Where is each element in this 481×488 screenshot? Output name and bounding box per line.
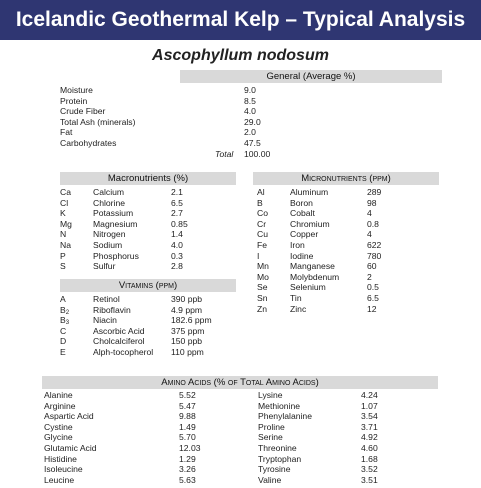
amino-acids-left-table	[44, 390, 244, 485]
vitamin-symbol	[60, 336, 66, 347]
amino-acid-value: 5.47	[179, 400, 196, 411]
amino-acid-value: 1.68	[361, 453, 378, 464]
row-label: Crude Fiber	[60, 106, 106, 117]
element-value: 2.8	[171, 261, 183, 272]
table-row	[60, 187, 240, 198]
row-label: Protein	[60, 95, 88, 106]
table-row	[44, 454, 244, 465]
row-label: Fat	[60, 127, 73, 138]
element-name: Chromium	[290, 218, 330, 229]
micronutrients-table	[257, 187, 447, 314]
vitamin-value: 150 ppb	[171, 336, 203, 347]
amino-acid-name: Proline	[258, 421, 285, 432]
amino-acid-name: Aspartic Acid	[44, 411, 94, 422]
table-row	[60, 326, 240, 337]
amino-acids-right-table	[258, 390, 458, 485]
element-name: Chlorine	[93, 197, 126, 208]
element-value: 2.7	[171, 208, 183, 219]
amino-acid-name: Arginine	[44, 400, 76, 411]
table-row	[44, 422, 244, 433]
element-name: Manganese	[290, 261, 335, 272]
amino-acid-value: 5.52	[179, 390, 196, 400]
table-row	[257, 282, 447, 293]
table-row	[60, 305, 240, 316]
element-value: 2.1	[171, 187, 183, 197]
element-symbol: Mg	[60, 218, 72, 229]
vitamin-value: 110 ppm	[171, 346, 204, 357]
general-table	[60, 85, 320, 159]
table-row	[257, 198, 447, 209]
element-value: 98	[367, 197, 377, 208]
table-row	[60, 347, 240, 358]
row-value: 8.5	[244, 95, 256, 106]
vitamin-letter: E	[60, 346, 66, 357]
table-row	[257, 261, 447, 272]
table-row	[60, 294, 240, 305]
element-value: 4	[367, 229, 372, 240]
table-row	[60, 219, 240, 230]
vitamin-subscript: 3	[65, 320, 70, 327]
total-value: 100.00	[244, 148, 271, 159]
table-row	[60, 315, 240, 326]
amino-acid-value: 3.54	[361, 411, 378, 422]
vitamin-letter: C	[60, 325, 67, 336]
element-value: 12	[367, 303, 377, 314]
element-value: 4	[367, 208, 372, 219]
vitamin-value: 375 ppm	[171, 325, 205, 336]
table-row	[44, 432, 244, 443]
element-value: 6.5	[171, 197, 183, 208]
table-row	[60, 96, 320, 107]
element-name: Iodine	[290, 250, 314, 261]
element-name: Aluminum	[290, 187, 329, 197]
element-name: Cobalt	[290, 208, 315, 219]
macronutrients-header: Macronutrients (%)	[60, 172, 236, 185]
species-name: Ascophyllum nodosum	[152, 47, 329, 64]
element-name: Sodium	[93, 239, 123, 250]
table-row	[60, 127, 320, 138]
table-row	[258, 464, 458, 475]
title-banner: Icelandic Geothermal Kelp – Typical Analysis	[0, 0, 481, 40]
element-name: Sulfur	[93, 261, 116, 272]
vitamin-symbol	[60, 294, 66, 305]
amino-acid-value: 3.51	[361, 474, 378, 485]
element-symbol: Mo	[257, 271, 269, 282]
element-symbol: Sn	[257, 292, 268, 303]
amino-acid-name: Serine	[258, 432, 283, 443]
element-name: Iron	[290, 239, 305, 250]
table-row	[60, 251, 240, 262]
element-value: 1.4	[171, 229, 183, 240]
vitamin-name: Niacin	[93, 315, 117, 326]
table-row	[60, 261, 240, 272]
macronutrients-table	[60, 187, 240, 272]
vitamin-name: Retinol	[93, 294, 120, 304]
vitamin-symbol	[60, 347, 66, 358]
amino-acid-name: Methionine	[258, 400, 301, 411]
table-row	[257, 240, 447, 251]
table-row	[44, 401, 244, 412]
element-symbol: Al	[257, 187, 265, 197]
element-symbol: Cu	[257, 229, 268, 240]
row-value: 9.0	[244, 85, 256, 95]
element-symbol: N	[60, 229, 67, 240]
amino-acid-value: 5.70	[179, 432, 196, 443]
vitamin-name: Cholcalciferol	[93, 336, 145, 347]
vitamin-letter: D	[60, 336, 67, 347]
element-symbol: K	[60, 208, 66, 219]
amino-acid-value: 4.92	[361, 432, 378, 443]
table-row	[60, 229, 240, 240]
element-symbol: P	[60, 250, 66, 261]
amino-acid-name: Threonine	[258, 442, 297, 453]
amino-acid-value: 3.26	[179, 464, 196, 475]
table-row	[60, 85, 320, 96]
vitamin-value: 390 ppb	[171, 294, 203, 304]
table-row	[44, 443, 244, 454]
amino-acid-value: 1.07	[361, 400, 378, 411]
vitamin-letter: B	[60, 304, 66, 315]
table-row	[60, 117, 320, 128]
amino-acid-name: Phenylalanine	[258, 411, 312, 422]
table-row	[258, 422, 458, 433]
vitamin-symbol	[60, 305, 69, 316]
element-symbol: Mn	[257, 261, 269, 272]
table-row	[257, 187, 447, 198]
element-name: Nitrogen	[93, 229, 126, 240]
table-row	[257, 219, 447, 230]
element-name: Phosphorus	[93, 250, 139, 261]
amino-acid-name: Histidine	[44, 453, 77, 464]
vitamin-name: Alph-tocopherol	[93, 346, 154, 357]
table-row	[44, 464, 244, 475]
element-symbol: Ca	[60, 187, 71, 197]
table-row	[258, 432, 458, 443]
vitamin-value: 4.9 ppm	[171, 304, 203, 315]
element-symbol: B	[257, 197, 263, 208]
vitamins-table	[60, 294, 240, 358]
element-name: Molybdenum	[290, 271, 340, 282]
amino-acid-name: Tryptophan	[258, 453, 302, 464]
amino-acid-name: Alanine	[44, 390, 73, 400]
amino-acid-name: Valine	[258, 474, 282, 485]
element-value: 622	[367, 239, 382, 250]
row-value: 29.0	[244, 116, 261, 127]
amino-acid-name: Glutamic Acid	[44, 442, 97, 453]
table-row	[258, 411, 458, 422]
row-label: Moisture	[60, 85, 93, 95]
element-value: 0.8	[367, 218, 379, 229]
amino-acid-name: Glycine	[44, 432, 73, 443]
row-value: 2.0	[244, 127, 256, 138]
table-row	[257, 251, 447, 262]
table-row	[44, 390, 244, 401]
element-value: 780	[367, 250, 382, 261]
table-row	[258, 390, 458, 401]
element-value: 4.0	[171, 239, 183, 250]
element-name: Selenium	[290, 282, 326, 293]
amino-acid-name: Tyrosine	[258, 464, 291, 475]
amino-acid-value: 9.88	[179, 411, 196, 422]
element-value: 2	[367, 271, 372, 282]
amino-acid-name: Isoleucine	[44, 464, 83, 475]
vitamin-value: 182.6 ppm	[171, 315, 212, 326]
amino-acid-value: 1.29	[179, 453, 196, 464]
element-value: 0.5	[367, 282, 379, 293]
element-symbol: I	[257, 250, 260, 261]
element-value: 0.85	[171, 218, 188, 229]
element-symbol: Zn	[257, 303, 268, 314]
vitamin-letter: B	[60, 315, 66, 326]
element-symbol: Co	[257, 208, 268, 219]
row-label: Carbohydrates	[60, 137, 117, 148]
table-row	[258, 475, 458, 486]
total-label: Total	[215, 148, 234, 159]
amino-acid-value: 1.49	[179, 421, 196, 432]
amino-acid-value: 3.52	[361, 464, 378, 475]
element-symbol: Cr	[257, 218, 267, 229]
row-value: 47.5	[244, 137, 261, 148]
general-header: General (Average %)	[180, 70, 442, 83]
amino-acids-header: Amino Acids (% of Total Amino Acids)	[42, 376, 438, 389]
amino-acid-name: Leucine	[44, 474, 75, 485]
table-row	[258, 443, 458, 454]
table-row	[257, 304, 447, 315]
table-row	[257, 208, 447, 219]
row-label: Total Ash (minerals)	[60, 116, 136, 127]
amino-acid-name: Lysine	[258, 390, 283, 400]
total-row	[60, 149, 320, 160]
element-symbol: Cl	[60, 197, 69, 208]
table-row	[60, 208, 240, 219]
amino-acid-value: 5.63	[179, 474, 196, 485]
element-symbol: S	[60, 261, 66, 272]
table-row	[44, 411, 244, 422]
vitamin-symbol	[60, 326, 66, 337]
micronutrients-header: Micronutrients (ppm)	[253, 172, 439, 185]
amino-acid-name: Cystine	[44, 421, 73, 432]
vitamin-symbol	[60, 315, 69, 326]
element-name: Boron	[290, 197, 313, 208]
table-row	[60, 336, 240, 347]
vitamins-header: Vitamins (ppm)	[60, 279, 236, 292]
table-row	[257, 293, 447, 304]
amino-acid-value: 4.24	[361, 390, 378, 400]
table-row	[258, 454, 458, 465]
element-symbol: Se	[257, 282, 268, 293]
element-value: 6.5	[367, 292, 379, 303]
element-value: 60	[367, 261, 377, 272]
element-name: Copper	[290, 229, 319, 240]
table-row	[258, 401, 458, 412]
amino-acid-value: 12.03	[179, 442, 201, 453]
element-value: 289	[367, 187, 382, 197]
table-row	[257, 272, 447, 283]
element-symbol: Na	[60, 239, 71, 250]
element-name: Potassium	[93, 208, 134, 219]
row-value: 4.0	[244, 106, 256, 117]
amino-acid-value: 4.60	[361, 442, 378, 453]
element-value: 0.3	[171, 250, 183, 261]
table-row	[44, 475, 244, 486]
vitamin-name: Riboflavin	[93, 304, 131, 315]
table-row	[60, 106, 320, 117]
table-row	[60, 198, 240, 209]
element-name: Tin	[290, 292, 302, 303]
vitamin-name: Ascorbic Acid	[93, 325, 145, 336]
element-name: Zinc	[290, 303, 307, 314]
table-row	[60, 138, 320, 149]
amino-acid-value: 3.71	[361, 421, 378, 432]
table-row	[60, 240, 240, 251]
table-row	[257, 229, 447, 240]
vitamin-subscript: 2	[65, 309, 70, 316]
element-name: Magnesium	[93, 218, 138, 229]
element-symbol: Fe	[257, 239, 268, 250]
element-name: Calcium	[93, 187, 125, 197]
vitamin-letter: A	[60, 294, 66, 304]
